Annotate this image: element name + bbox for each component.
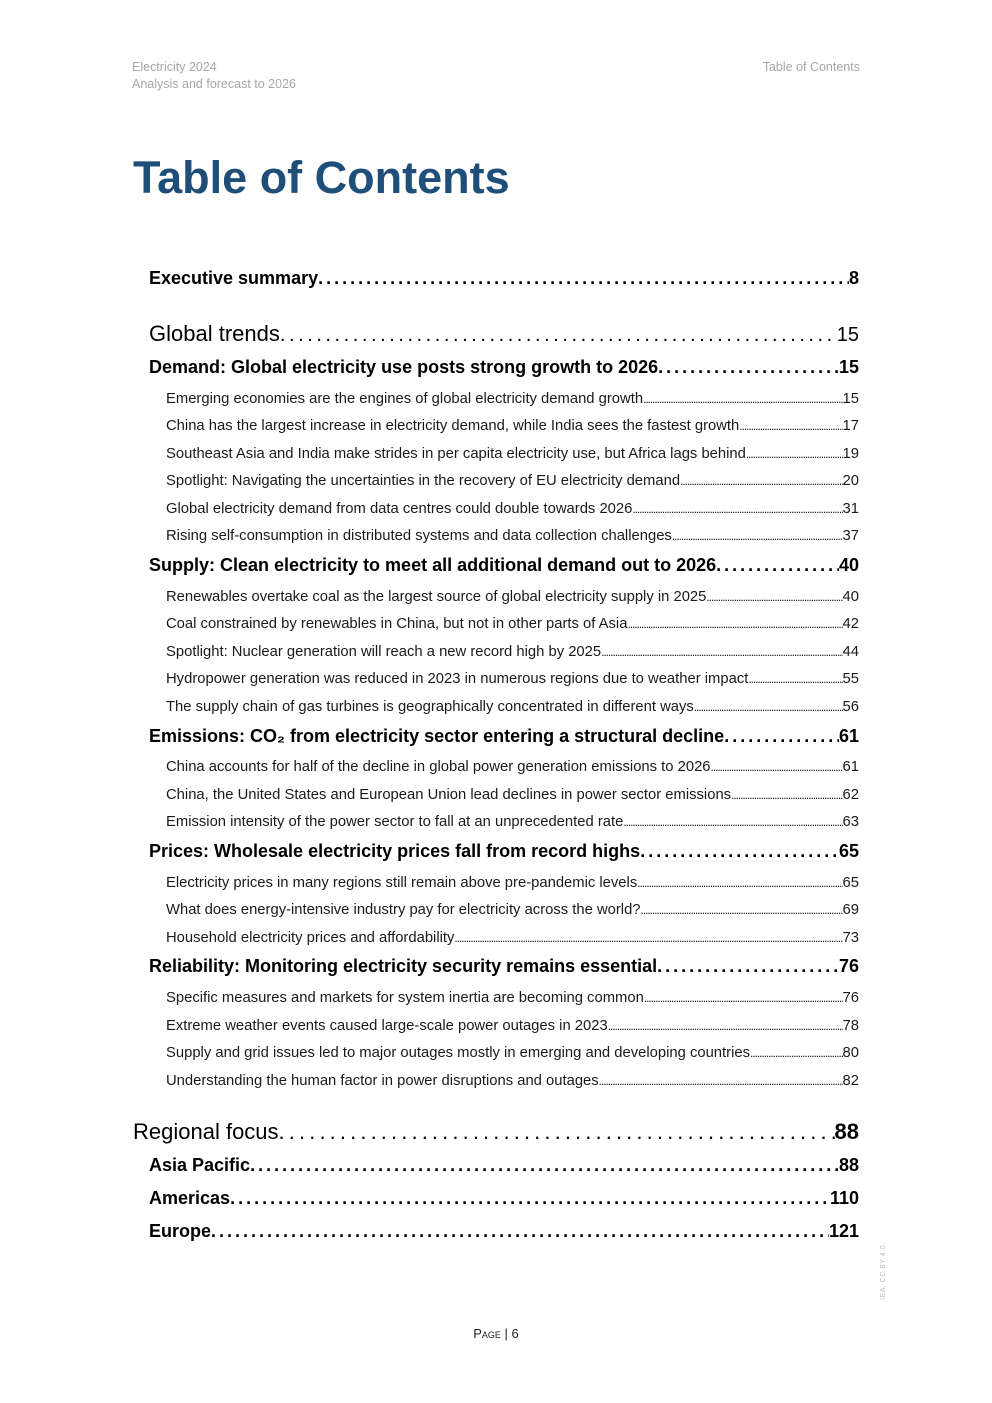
toc-entry-label: Hydropower generation was reduced in 2023 in numerous regions due to weather impact (166, 671, 749, 687)
toc-entry-page: 88 (838, 1155, 859, 1175)
toc-entry[interactable] (166, 875, 859, 891)
toc-entry-page: 63 (842, 814, 859, 830)
toc-entry-page: 69 (842, 902, 859, 918)
toc-entry[interactable] (166, 446, 859, 462)
toc-leader-dots (658, 357, 839, 378)
toc-entry-label: Supply: Clean electricity to meet all additional demand out to 2026 (149, 555, 717, 575)
toc-entry-label: Demand: Global electricity use posts strong growth to 2026 (149, 357, 659, 377)
toc-entry-page: 110 (829, 1188, 859, 1208)
toc-leader-dots (318, 268, 849, 289)
toc-entry[interactable] (166, 759, 859, 775)
toc-entry-page: 61 (838, 726, 859, 746)
toc-entry-label: What does energy-intensive industry pay for electricity across the world? (166, 902, 641, 918)
toc-entry[interactable] (166, 1018, 859, 1034)
toc-entry[interactable] (166, 501, 859, 517)
page-separator: | (500, 1326, 512, 1341)
toc-entry[interactable] (166, 814, 859, 830)
toc-entry-page: 31 (842, 501, 859, 517)
toc-entry-page: 76 (838, 956, 859, 976)
toc-leader-dots (211, 1221, 829, 1242)
toc-leader-dots (746, 446, 843, 462)
toc-entry[interactable] (166, 902, 859, 918)
toc-entry-page: 80 (842, 1045, 859, 1061)
toc-entry[interactable] (149, 321, 859, 347)
toc-entry[interactable] (166, 644, 859, 660)
toc-entry[interactable] (166, 528, 859, 544)
toc-leader-dots (279, 1119, 835, 1145)
toc-entry-page: 73 (842, 930, 859, 946)
toc-entry-page: 17 (842, 418, 859, 434)
toc-leader-dots (641, 902, 843, 918)
toc-leader-dots (657, 956, 839, 977)
toc-entry-label: Europe (149, 1221, 212, 1241)
toc-entry-label: Spotlight: Navigating the uncertainties in the recovery of EU electricity demand (166, 473, 681, 489)
toc-leader-dots (750, 1045, 843, 1061)
toc-leader-dots (280, 324, 837, 347)
toc-leader-dots (637, 875, 842, 891)
toc-leader-dots (680, 473, 842, 489)
toc-leader-dots (632, 501, 842, 517)
page-footer (0, 1326, 992, 1341)
toc-entry-page: 121 (828, 1221, 859, 1241)
toc-leader-dots (643, 391, 842, 407)
toc-entry-label: Southeast Asia and India make strides in per capita electricity use, but Africa lags behind (166, 446, 746, 462)
toc-entry-label: Spotlight: Nuclear generation will reach a new record high by 2025 (166, 644, 602, 660)
page-word: Page (473, 1326, 501, 1341)
toc-entry[interactable] (166, 391, 859, 407)
toc-entry[interactable] (149, 1155, 859, 1176)
toc-entry-label: Coal constrained by renewables in China, but not in other parts of Asia (166, 616, 628, 632)
toc-entry[interactable] (166, 1073, 859, 1089)
toc-entry-label: Americas (149, 1188, 231, 1208)
toc-leader-dots (644, 990, 843, 1006)
toc-leader-dots (716, 555, 839, 576)
toc-leader-dots (672, 528, 843, 544)
toc-leader-dots (731, 787, 842, 803)
toc-entry-page: 20 (842, 473, 859, 489)
toc-entry[interactable] (166, 990, 859, 1006)
toc-entry[interactable] (149, 841, 859, 862)
toc-entry[interactable] (149, 268, 859, 289)
toc-entry-label: Rising self-consumption in distributed systems and data collection challenges (166, 528, 672, 544)
page-number: 6 (511, 1326, 519, 1341)
toc-entry-label: Supply and grid issues led to major outages mostly in emerging and developing countries (166, 1045, 750, 1061)
toc-entry-label: China accounts for half of the decline in global power generation emissions to 2026 (166, 759, 711, 775)
toc-entry[interactable] (149, 1221, 859, 1242)
toc-entry-label: Executive summary (149, 268, 319, 288)
toc-entry-page: 15 (838, 357, 859, 377)
toc-entry-page: 40 (838, 555, 859, 575)
toc-entry-page: 15 (836, 324, 859, 346)
toc-entry[interactable] (166, 930, 859, 946)
toc-leader-dots (739, 418, 842, 434)
toc-entry-page: 88 (834, 1119, 859, 1144)
toc-entry-label: Understanding the human factor in power disruptions and outages (166, 1073, 599, 1089)
toc-entry-label: China has the largest increase in electricity demand, while India sees the fastest growth (166, 418, 740, 434)
toc-leader-dots (601, 644, 842, 660)
toc-entry-page: 8 (848, 268, 859, 288)
toc-entry-page: 82 (842, 1073, 859, 1089)
toc-entry-page: 56 (842, 699, 859, 715)
toc-entry-page: 78 (842, 1018, 859, 1034)
toc-entry-page: 65 (842, 875, 859, 891)
toc-entry-label: Emissions: CO₂ from electricity sector entering a structural decline (149, 726, 725, 746)
toc-entry[interactable] (149, 1188, 859, 1209)
toc-entry-label: Electricity prices in many regions still remain above pre-pandemic levels (166, 875, 638, 891)
toc-leader-dots (623, 814, 842, 830)
toc-leader-dots (608, 1018, 843, 1034)
toc-entry-page: 61 (842, 759, 859, 775)
toc-entry[interactable] (166, 418, 859, 434)
toc-entry-page: 40 (842, 589, 859, 605)
toc-entry[interactable] (149, 357, 859, 378)
toc-entry-page: 65 (838, 841, 859, 861)
toc-entry[interactable] (149, 956, 859, 977)
toc-entry-label: Emerging economies are the engines of global electricity demand growth (166, 391, 644, 407)
toc-entry-label: Global electricity demand from data centres could double towards 2026 (166, 501, 633, 517)
toc-entry[interactable] (166, 616, 859, 632)
toc-leader-dots (724, 726, 839, 747)
license-note: IEA. CC BY 4.0. (880, 1242, 887, 1300)
toc-leader-dots (706, 589, 842, 605)
toc-leader-dots (711, 759, 843, 775)
toc-entry-page: 62 (842, 787, 859, 803)
running-header-left (132, 59, 296, 93)
toc-entry-label: Renewables overtake coal as the largest source of global electricity supply in 2025 (166, 589, 707, 605)
toc-leader-dots (627, 616, 842, 632)
toc-entry-label: Emission intensity of the power sector to fall at an unprecedented rate (166, 814, 624, 830)
toc-leader-dots (640, 841, 839, 862)
toc-entry-label: Regional focus (133, 1119, 279, 1144)
toc-entry[interactable] (166, 589, 859, 605)
toc-entry-label: China, the United States and European Union lead declines in power sector emissions (166, 787, 732, 803)
running-header-right: Table of Contents (762, 60, 860, 74)
toc-entry-page: 37 (842, 528, 859, 544)
toc-leader-dots (599, 1073, 843, 1089)
toc-leader-dots (694, 699, 843, 715)
toc-leader-dots (454, 930, 842, 946)
toc-entry-label: Extreme weather events caused large-scale power outages in 2023 (166, 1018, 608, 1034)
toc-entry[interactable] (166, 671, 859, 687)
toc-entry[interactable] (149, 726, 859, 747)
document-subtitle: Analysis and forecast to 2026 (132, 77, 296, 91)
toc-entry-page: 55 (842, 671, 859, 687)
toc-entry-page: 19 (842, 446, 859, 462)
toc-entry[interactable] (166, 473, 859, 489)
toc-entry[interactable] (166, 699, 859, 715)
toc-entry-page: 76 (842, 990, 859, 1006)
toc-leader-dots (748, 671, 842, 687)
toc-entry-label: The supply chain of gas turbines is geographically concentrated in different ways (166, 699, 694, 715)
toc-entry-label: Reliability: Monitoring electricity security remains essential (149, 956, 658, 976)
toc-leader-dots (230, 1188, 830, 1209)
toc-entry[interactable] (133, 1119, 859, 1145)
toc-entry-label: Prices: Wholesale electricity prices fall from record highs (149, 841, 641, 861)
toc-entry[interactable] (149, 555, 859, 576)
page-title: Table of Contents (133, 152, 510, 203)
toc-entry-label: Global trends (149, 321, 280, 346)
toc-entry-label: Specific measures and markets for system inertia are becoming common (166, 990, 644, 1006)
document-title: Electricity 2024 (132, 60, 217, 74)
toc-entry-label: Household electricity prices and affordability (166, 930, 455, 946)
toc-entry[interactable] (166, 1045, 859, 1061)
toc-leader-dots (250, 1155, 839, 1176)
toc-entry-page: 15 (842, 391, 859, 407)
toc-entry-page: 44 (842, 644, 859, 660)
toc-entry-label: Asia Pacific (149, 1155, 251, 1175)
toc-entry[interactable] (166, 787, 859, 803)
toc-entry-page: 42 (842, 616, 859, 632)
